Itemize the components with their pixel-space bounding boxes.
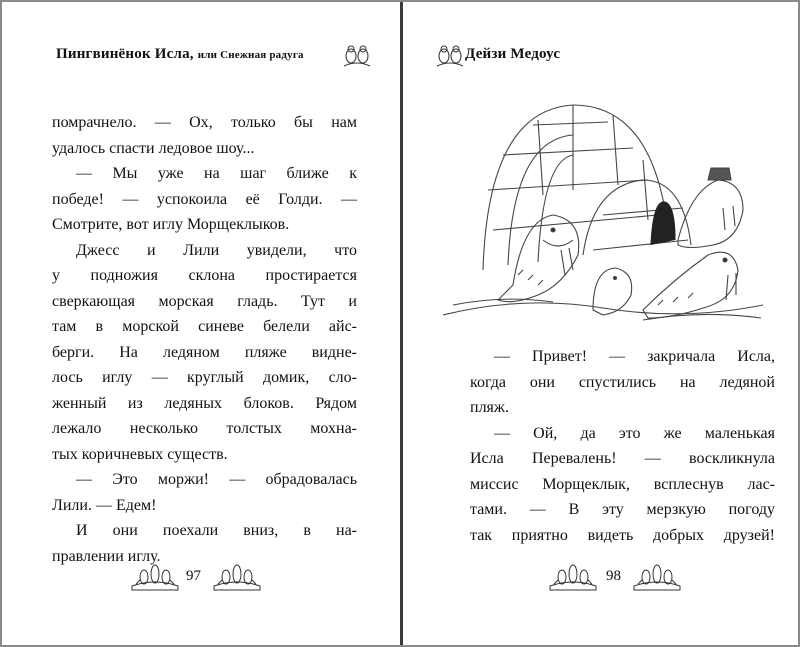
book-title: Пингвинёнок Исла, [56,46,194,62]
text-line: победе! — успокоила её Голди. — [52,190,357,208]
text-line: тых коричневых существ. [52,445,228,463]
penguins-ornament-icon [548,558,598,592]
text-line: правлении иглу. [52,547,161,565]
text-line: когда они спустились на ледяной [470,373,775,391]
text-line: сверкающая морская гладь. Тут и [52,292,357,310]
left-page-footer [130,558,270,598]
text-line: — Ой, да это же маленькая [494,424,775,442]
author-running-head: Дейзи Медоус [465,46,561,62]
text-line: у подножия склона простирается [52,267,357,284]
left-page [2,2,400,645]
text-line: удалось спасти ледовое шоу... [52,139,255,157]
text-line: лось иглу — круглый домик, сло- [52,369,357,386]
text-line: миссис Морщеклык, всплеснув лас- [470,475,775,493]
book-subtitle: или Снежная радуга [197,49,304,61]
text-line: помрачнело. — Ох, только бы нам [52,114,357,131]
right-body-text [470,344,775,548]
page-number-right: 98 [606,568,621,584]
text-line: берги. На ледяном пляже видне- [52,343,357,361]
text-line: Джесс и Лили увидели, что [76,241,357,259]
page-number-left: 97 [186,568,201,584]
penguins-ornament-icon [212,558,262,592]
penguins-ornament-icon [130,558,180,592]
text-line: женный из ледяных блоков. Рядом [52,394,357,412]
text-line: Лили. — Едем! [52,496,157,514]
text-line: — Привет! — закричала Исла, [494,348,775,365]
penguins-ornament-icon [632,558,682,592]
left-running-head [56,46,304,63]
text-line: там в морской синеве белели айс- [52,318,357,335]
left-body-text [52,110,357,569]
penguin-ornament-icon [435,42,465,70]
walrus-igloo-illustration [443,80,763,325]
text-line: Смотрите, вот иглу Морщеклыков. [52,216,290,233]
text-line: тами. — В эту мерзкую погоду [470,501,775,518]
text-line: — Мы уже на шаг ближе к [76,165,357,182]
text-line: пляж. [470,399,509,416]
text-line: И они поехали вниз, в на- [76,522,357,539]
text-line: — Это моржи! — обрадовалась [76,471,357,488]
right-page-footer [548,558,688,598]
text-line: лежало несколько толстых мохна- [52,420,357,437]
right-page [403,2,798,645]
penguin-ornament-icon [342,42,372,70]
text-line: Исла Перевалень! — воскликнула [470,450,775,467]
text-line: так приятно видеть добрых друзей! [470,526,775,544]
